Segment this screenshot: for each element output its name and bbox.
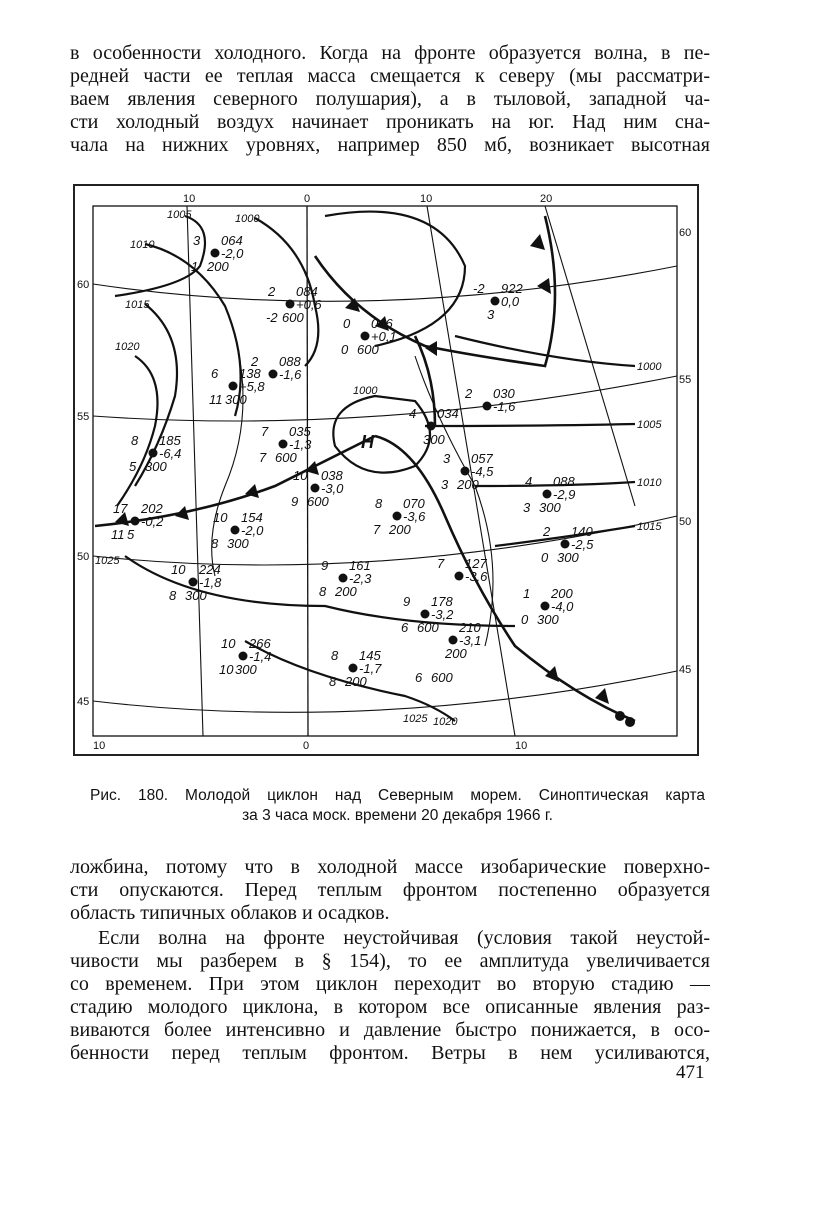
station-dewpoint: 11 [111,527,125,542]
station-visibility: 300 [145,459,167,474]
lat-label: 60 [679,227,692,239]
station-dewpoint: 7 [259,450,267,465]
station-tendency: -1,8 [199,575,222,590]
caption-line: за 3 часа моск. времени 20 декабря 1966 г. [242,807,553,824]
station-visibility: 600 [282,310,304,325]
parallel-line [93,376,677,421]
station-pressure: 154 [241,510,263,525]
station-pressure: 034 [437,406,459,421]
front-marker [625,717,635,727]
station-pressure: 140 [571,524,593,539]
map-inner-frame [93,206,677,736]
station-temperature: 8 [331,648,339,663]
text-line: ваем явления северного полушария), а в тыловой, западной ча- [70,88,710,110]
station-dewpoint: -2 [266,310,278,325]
station-temperature: 10 [171,562,186,577]
station-dewpoint: 3 [523,500,531,515]
text-line: чивости мы разберем в § 154), то ее амплитуда увеличивается [70,950,710,972]
station-pressure: 070 [403,496,425,511]
station-temperature: 2 [465,386,473,401]
station-pressure: 088 [279,354,301,369]
station-temperature: 0 [343,316,351,331]
station-temperature: -2 [473,281,485,296]
station-pressure: 178 [431,594,453,609]
front-marker [425,341,437,356]
station-visibility: 200 [345,674,367,689]
text-line: область типичных облаков и осадков. [70,902,390,924]
station-visibility: 300 [225,392,247,407]
station-temperature: 1 [523,586,531,601]
station-tendency: 0,0 [501,294,520,309]
isobar-label: 1005 [637,419,662,431]
text-line: сти холодный воздух начинает проникать на юг. Над ним сна- [70,111,710,133]
station-pressure: 138 [239,366,261,381]
station-visibility: 300 [185,588,207,603]
station-visibility: 300 [227,536,249,551]
station-visibility: 5 [127,527,135,542]
text-line: со временем. При этом циклон переходит во вторую стадию — [70,973,710,995]
lon-label: 0 [303,740,310,752]
text-line: редней части ее теплая масса смещается к северу (мы рассматри- [70,65,710,87]
isobar-label: 1000 [235,213,260,225]
low-pressure-center: Н [361,432,374,452]
station-pressure: 266 [249,636,271,651]
station-pressure: 046 [371,316,393,331]
station-dot [239,652,248,661]
station-dot [149,449,158,458]
station-dot [427,422,436,431]
station-pressure: 084 [296,284,318,299]
station-dot [131,517,140,526]
station-tendency: -3,2 [431,607,454,622]
station-visibility: 600 [357,342,379,357]
isobar-label: 1005 [167,209,192,221]
front-marker [530,234,545,250]
station-tendency: -1,6 [493,399,516,414]
station-visibility: 200 [207,259,229,274]
station-visibility: 300 [557,550,579,565]
station-dewpoint: 5 [129,459,137,474]
station-pressure: 030 [493,386,515,401]
station-dewpoint: 8 [211,536,219,551]
page-number: 471 [676,1062,705,1083]
station-temperature: 9 [321,558,329,573]
station-tendency: +0,6 [296,297,322,312]
station-pressure: 161 [349,558,371,573]
station-pressure: 224 [199,562,221,577]
station-temperature: 10 [293,468,308,483]
station-temperature: 2 [268,284,276,299]
station-dot [455,572,464,581]
station-dewpoint: 8 [319,584,327,599]
station-visibility: 300 [539,500,561,515]
station-tendency: -2,3 [349,571,372,586]
station-temperature: 17 [113,501,128,516]
station-visibility: 200 [335,584,357,599]
station-temperature: 2 [543,524,551,539]
station-tendency: -3,0 [321,481,344,496]
station-temperature: 4 [525,474,533,489]
station-dewpoint: 8 [169,588,177,603]
station-pressure: 145 [359,648,381,663]
station-tendency: -0,2 [141,514,164,529]
station-temperature: 3 [193,233,201,248]
station-pressure: 057 [471,451,493,466]
station-pressure: 127 [465,556,487,571]
station-temperature: 10 [221,636,236,651]
front-marker [545,666,559,682]
station-dewpoint: 11 [209,392,223,407]
isobar-label: 1010 [130,239,155,251]
text-line: чала на нижних уровнях, например 850 мб, возникает высотная [70,134,710,156]
station-visibility: 200 [445,646,467,661]
station-dewpoint: 9 [291,494,299,509]
station-visibility: 200 [389,522,411,537]
isobar [425,424,635,426]
station-dot [361,332,370,341]
lon-label: 10 [420,193,433,205]
lon-label: 10 [183,193,196,205]
station-temperature: 8 [375,496,383,511]
isobar-label: 1025 [403,713,428,725]
station-dot [229,382,238,391]
station-dot [269,370,278,379]
station-tendency: -2,0 [241,523,264,538]
isobar [115,216,205,296]
station-visibility: 300 [423,432,445,447]
station-pressure: 088 [553,474,575,489]
lat-label: 45 [679,664,692,676]
station-pressure: 210 [459,620,481,635]
parallel-line [93,266,677,301]
station-temperature: 7 [437,556,445,571]
station-tendency: -4,5 [471,464,494,479]
station-dot [483,402,492,411]
station-dot [231,526,240,535]
station-visibility: 600 [275,450,297,465]
text-line: в особенности холодного. Когда на фронте образуется волна, в пе- [70,42,710,64]
station-tendency: +0,1 [371,329,397,344]
station-visibility: 300 [235,662,257,677]
lat-label: 45 [77,696,90,708]
text-line: виваются более интенсивно и давление быстро понижается, в осо- [70,1019,710,1041]
station-dot [279,440,288,449]
station-temperature: 2 [251,354,259,369]
station-dewpoint: 0 [541,550,549,565]
station-tendency: -2,5 [571,537,594,552]
lat-label: 55 [679,374,692,386]
meridian-line [545,206,635,506]
station-temperature: 4 [409,406,417,421]
station-pressure: 185 [159,433,181,448]
front-marker [615,711,625,721]
station-dot [393,512,402,521]
station-temperature: 8 [131,433,139,448]
isobar-label: 1010 [637,477,662,489]
station-pressure: 038 [321,468,343,483]
station-dewpoint: 7 [373,522,381,537]
station-pressure: 035 [289,424,311,439]
station-tendency: -3,6 [465,569,488,584]
station-tendency: +5,8 [239,379,265,394]
station-pressure: 922 [501,281,523,296]
caption-line: Рис. 180. Молодой циклон над Северным морем. Синоптическая карта [90,787,705,804]
station-dot [449,636,458,645]
station-temperature: 10 [213,510,228,525]
station-dot [543,490,552,499]
station-tendency: -1,3 [289,437,312,452]
station-tendency: -3,6 [403,509,426,524]
station-dewpoint: 0 [341,342,349,357]
station-dot [211,249,220,258]
text-line: стадию молодого циклона, в котором все описанные явления раз- [70,996,710,1018]
station-tendency: -1,4 [249,649,272,664]
station-temperature: 9 [403,594,411,609]
station-visibility: 600 [307,494,329,509]
isobar-label: 1015 [637,521,662,533]
paragraph-bottom-2 [70,927,710,1065]
lat-label: 60 [77,279,90,291]
station-temperature: 6 [211,366,219,381]
synoptic-map [75,186,697,754]
station-temperature: 7 [261,424,269,439]
paragraph-top [70,42,710,157]
figure-caption [90,786,705,826]
station-dot [491,297,500,306]
station-dewpoint: 0 [521,612,529,627]
station-dot [311,484,320,493]
station-dot [541,602,550,611]
station-tendency: -1,7 [359,661,382,676]
station-tendency: -1,6 [279,367,302,382]
station-tendency: -6,4 [159,446,182,461]
isobar-label: 1000 [637,361,662,373]
lat-label: 50 [77,551,90,563]
station-tendency: -4,0 [551,599,574,614]
station-tendency: -2,9 [553,487,576,502]
paragraph-bottom-1 [70,856,710,925]
station-pressure: 200 [551,586,573,601]
isobar-thin [415,356,493,646]
isobar-label: 1025 [95,555,120,567]
station-dot [189,578,198,587]
lat-label: 50 [679,516,692,528]
lon-label: 10 [515,740,528,752]
station-dot [461,467,470,476]
meridian-line [187,206,203,736]
station-dewpoint: 8 [329,674,337,689]
isobar-label: 1000 [353,385,378,397]
isobar-label: 1020 [433,716,458,728]
station-temperature: 3 [443,451,451,466]
station-dewpoint: 6 [415,670,423,685]
lon-label: 10 [93,740,106,752]
station-dot [349,664,358,673]
text-line: сти опускаются. Перед теплым фронтом постепенно образуется [70,879,710,901]
station-visibility: 200 [457,477,479,492]
station-visibility: 600 [417,620,439,635]
station-dot [561,540,570,549]
station-dot [339,574,348,583]
station-dewpoint: 10 [219,662,234,677]
station-visibility: 300 [537,612,559,627]
station-dewpoint: 3 [441,477,449,492]
text-line: бенности перед теплым фронтом. Ветры в нем усиливаются, [70,1042,710,1064]
station-dot [286,300,295,309]
lon-label: 0 [304,193,311,205]
isobar-label: 1015 [125,299,150,311]
station-tendency: -3,1 [459,633,482,648]
front-marker [537,278,551,294]
station-visibility: 3 [487,307,495,322]
station-dewpoint: 6 [401,620,409,635]
synoptic-map-figure [73,184,699,756]
station-dot [421,610,430,619]
isobar-label: 1020 [115,341,140,353]
lat-label: 55 [77,411,90,423]
text-line: ложбина, потому что в холодной массе изобарические поверхно- [70,856,710,878]
station-pressure: 202 [141,501,163,516]
station-dewpoint: 1 [191,259,199,274]
station-tendency: -2,0 [221,246,244,261]
station-visibility: 600 [431,670,453,685]
lon-label: 20 [540,193,553,205]
station-pressure: 064 [221,233,243,248]
text-line: Если волна на фронте неустойчивая (условия такой неустой- [98,927,710,949]
